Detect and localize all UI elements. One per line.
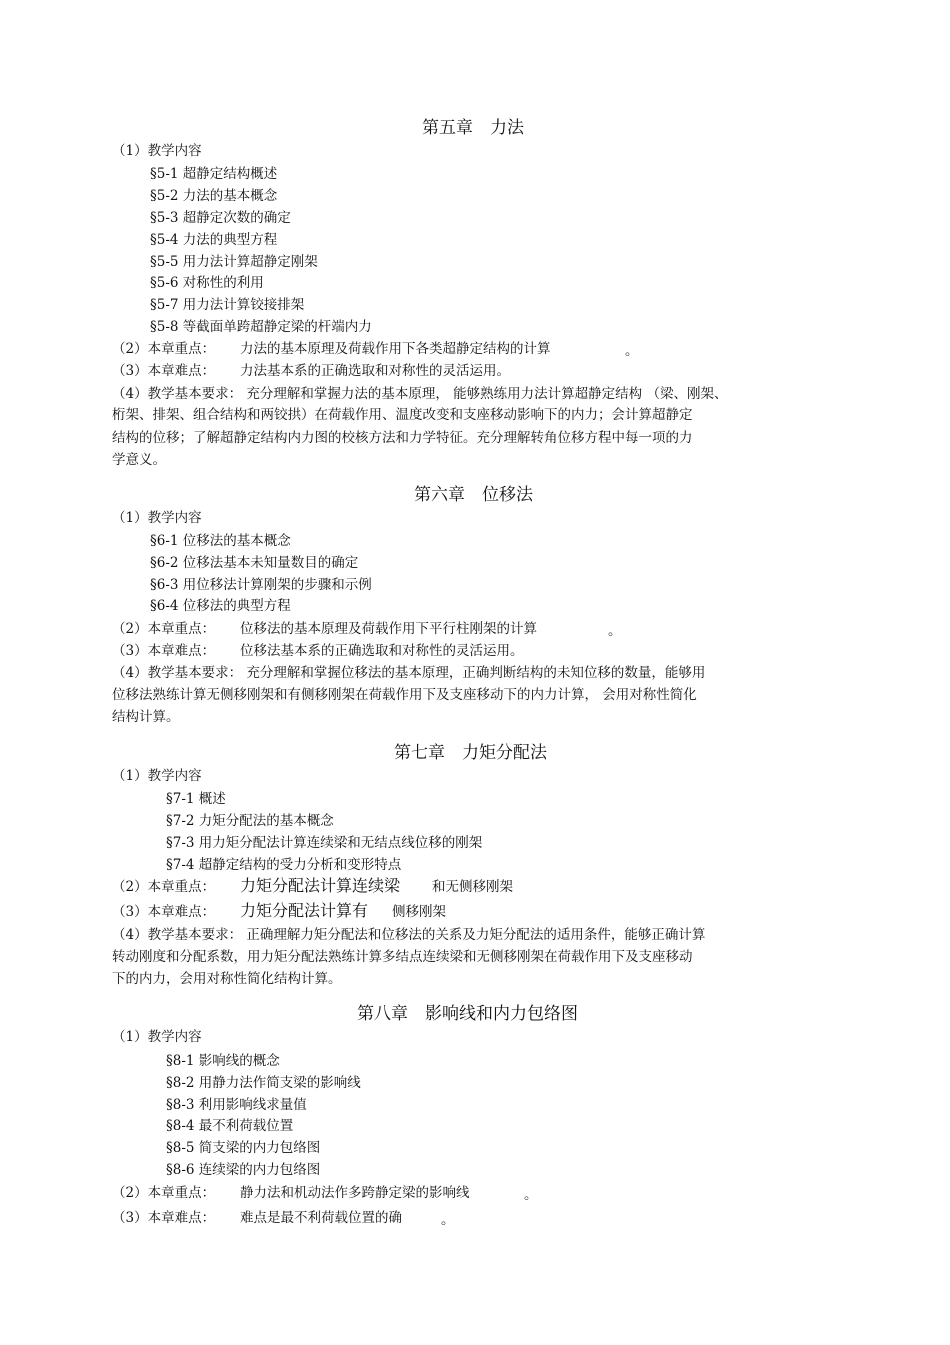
chapter-7-diff-label: （3）本章难点： bbox=[112, 904, 216, 920]
chapter-5-requirement-line: 桁架、排架、组合结构和两铰拱）在荷载作用、温度改变和支座移动影响下的内力；会计算超静定 bbox=[112, 407, 693, 423]
chapter-5-requirement-line: 学意义。 bbox=[112, 452, 166, 468]
chapter-7-key-text-rest: 和无侧移刚架 bbox=[432, 879, 513, 895]
chapter-6-requirement-line: 结构计算。 bbox=[112, 709, 180, 725]
chapter-6-requirement-line: （4）教学基本要求： 充分理解和掌握位移法的基本原理，正确判断结构的未知位移的数量，能够用 bbox=[112, 665, 706, 681]
chapter-7-section: §7-3 用力矩分配法计算连续梁和无结点线位移的刚架 bbox=[166, 835, 483, 851]
chapter-7-requirement-line: 转动刚度和分配系数，用力矩分配法熟练计算多结点连续梁和无侧移刚架在荷载作用下及支座移动 bbox=[112, 949, 693, 965]
chapter-5-section: §5-5 用力法计算超静定刚架 bbox=[150, 254, 318, 270]
chapter-6-key-label: （2）本章重点： bbox=[112, 621, 216, 637]
chapter-5-title: 第五章 力法 bbox=[422, 118, 524, 138]
chapter-5-section: §5-3 超静定次数的确定 bbox=[150, 210, 291, 226]
chapter-6-section: §6-2 位移法基本未知量数目的确定 bbox=[150, 555, 359, 571]
chapter-5-key-label: （2）本章重点： bbox=[112, 341, 216, 357]
chapter-7-section: §7-4 超静定结构的受力分析和变形特点 bbox=[166, 857, 402, 873]
chapter-8-section: §8-2 用静力法作简支梁的影响线 bbox=[166, 1075, 361, 1091]
chapter-7-title: 第七章 力矩分配法 bbox=[394, 743, 547, 763]
chapter-8-diff-text: 难点是最不利荷载位置的确 bbox=[240, 1210, 402, 1226]
chapter-8-section: §8-6 连续梁的内力包络图 bbox=[166, 1162, 321, 1178]
chapter-5-section: §5-7 用力法计算铰接排架 bbox=[150, 297, 305, 313]
chapter-6-diff-text: 位移法基本系的正确选取和对称性的灵活运用。 bbox=[240, 643, 524, 659]
chapter-7-key-text: 力矩分配法计算连续梁 bbox=[240, 876, 401, 895]
chapter-7-content-label: （1）教学内容 bbox=[112, 768, 202, 784]
chapter-6-diff-label: （3）本章难点： bbox=[112, 643, 216, 659]
chapter-7-requirement-line: 下的内力，会用对称性简化结构计算。 bbox=[112, 971, 342, 987]
chapter-5-section: §5-2 力法的基本概念 bbox=[150, 188, 278, 204]
chapter-6-requirement-line: 位移法熟练计算无侧移刚架和有侧移刚架在荷载作用下及支座移动下的内力计算， 会用对称性简化 bbox=[112, 687, 697, 703]
chapter-7-requirement-line: （4）教学基本要求： 正确理解力矩分配法和位移法的关系及力矩分配法的适用条件，能够正确计算 bbox=[112, 927, 706, 943]
chapter-7-section: §7-2 力矩分配法的基本概念 bbox=[166, 813, 334, 829]
chapter-8-key-end: 。 bbox=[524, 1187, 538, 1203]
chapter-6-title: 第六章 位移法 bbox=[414, 485, 533, 505]
chapter-5-section: §5-8 等截面单跨超静定梁的杆端内力 bbox=[150, 319, 372, 335]
chapter-5-key-end: 。 bbox=[625, 343, 639, 359]
chapter-6-section: §6-3 用位移法计算刚架的步骤和示例 bbox=[150, 577, 372, 593]
chapter-5-section: §5-6 对称性的利用 bbox=[150, 275, 264, 291]
chapter-5-section: §5-4 力法的典型方程 bbox=[150, 232, 278, 248]
chapter-7-section: §7-1 概述 bbox=[166, 791, 226, 807]
chapter-6-key-end: 。 bbox=[608, 623, 622, 639]
chapter-8-diff-label: （3）本章难点： bbox=[112, 1210, 216, 1226]
chapter-5-key-text: 力法的基本原理及荷载作用下各类超静定结构的计算 bbox=[240, 341, 551, 357]
chapter-8-section: §8-3 利用影响线求量值 bbox=[166, 1097, 307, 1113]
chapter-8-section: §8-5 简支梁的内力包络图 bbox=[166, 1140, 321, 1156]
chapter-5-diff-label: （3）本章难点： bbox=[112, 363, 216, 379]
chapter-8-section: §8-4 最不利荷载位置 bbox=[166, 1118, 294, 1134]
chapter-6-section: §6-1 位移法的基本概念 bbox=[150, 533, 291, 549]
chapter-8-key-label: （2）本章重点： bbox=[112, 1185, 216, 1201]
chapter-5-requirement-line: （4）教学基本要求： 充分理解和掌握力法的基本原理， 能够熟练用力法计算超静定结构 （梁、刚架、 bbox=[112, 386, 728, 402]
chapter-7-key-label: （2）本章重点： bbox=[112, 879, 216, 895]
chapter-8-title: 第八章 影响线和内力包络图 bbox=[357, 1004, 578, 1024]
chapter-5-diff-text: 力法基本系的正确选取和对称性的灵活运用。 bbox=[240, 363, 510, 379]
chapter-8-section: §8-1 影响线的概念 bbox=[166, 1053, 280, 1069]
chapter-6-content-label: （1）教学内容 bbox=[112, 510, 202, 526]
chapter-8-diff-end: 。 bbox=[441, 1212, 455, 1228]
chapter-5-section: §5-1 超静定结构概述 bbox=[150, 166, 278, 182]
chapter-7-diff-text: 力矩分配法计算有 bbox=[240, 901, 369, 920]
chapter-8-key-text: 静力法和机动法作多跨静定梁的影响线 bbox=[240, 1185, 470, 1201]
chapter-6-section: §6-4 位移法的典型方程 bbox=[150, 598, 291, 614]
chapter-6-key-text: 位移法的基本原理及荷载作用下平行柱刚架的计算 bbox=[240, 621, 537, 637]
chapter-5-requirement-line: 结构的位移；了解超静定结构内力图的校核方法和力学特征。充分理解转角位移方程中每一项的力 bbox=[112, 430, 693, 446]
chapter-8-content-label: （1）教学内容 bbox=[112, 1029, 202, 1045]
chapter-7-diff-text-rest: 侧移刚架 bbox=[392, 904, 446, 920]
chapter-5-content-label: （1）教学内容 bbox=[112, 143, 202, 159]
